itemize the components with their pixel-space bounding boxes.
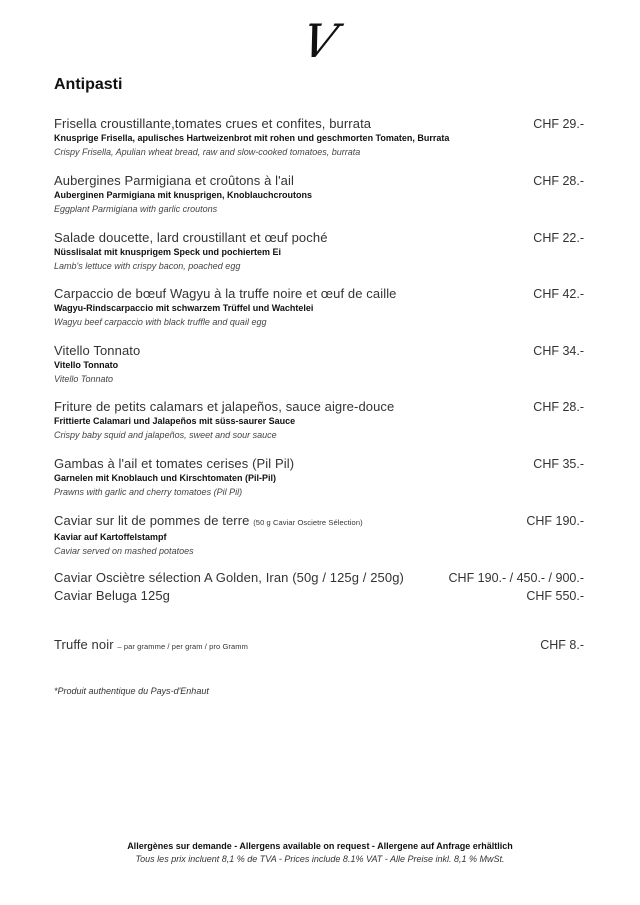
caviar-price: CHF 550.- xyxy=(526,589,584,603)
item-name-de: Frittierte Calamari und Jalapeños mit süss-saurer Sauce xyxy=(54,416,296,426)
item-price: CHF 42.- xyxy=(533,287,584,301)
menu-item xyxy=(54,399,584,442)
item-name-fr: Frisella croustillante,tomates crues et confites, burrata xyxy=(54,116,372,131)
footnote: *Produit authentique du Pays-d'Enhaut xyxy=(54,686,209,696)
item-name-de: Kaviar auf Kartoffelstampf xyxy=(54,532,167,542)
truffle-name: Truffe noir xyxy=(54,637,114,652)
item-name-en: Vitello Tonnato xyxy=(54,374,114,384)
section-title: Antipasti xyxy=(54,76,123,93)
item-note: (50 g Caviar Oscietre Sélection) xyxy=(253,518,363,527)
item-name-fr: Gambas à l'ail et tomates cerises (Pil Pil) xyxy=(54,456,295,471)
item-name-en: Prawns with garlic and cherry tomatoes (Pil Pil) xyxy=(54,487,243,497)
restaurant-logo: V xyxy=(297,14,343,68)
menu-item xyxy=(54,116,584,159)
item-price: CHF 190.- xyxy=(526,514,584,528)
menu-item xyxy=(54,286,584,329)
item-price: CHF 34.- xyxy=(533,344,584,358)
item-name-fr: Caviar sur lit de pommes de terre xyxy=(54,513,250,528)
truffle-price: CHF 8.- xyxy=(540,638,584,652)
caviar-price: CHF 190.- / 450.- / 900.- xyxy=(448,571,584,585)
item-price: CHF 35.- xyxy=(533,457,584,471)
item-name-en: Lamb's lettuce with crispy bacon, poached egg xyxy=(54,261,241,271)
item-name-de: Vitello Tonnato xyxy=(54,360,119,370)
vat-note: Tous les prix incluent 8,1 % de TVA - Prices include 8.1% VAT - Alle Preise inkl. 8,1 % MwSt. xyxy=(135,854,505,864)
item-price: CHF 22.- xyxy=(533,231,584,245)
menu-item xyxy=(54,173,584,216)
menu-item xyxy=(54,513,584,558)
item-name-en: Wagyu beef carpaccio with black truffle and quail egg xyxy=(54,317,267,327)
item-name-de: Knusprige Frisella, apulisches Hartweizenbrot mit rohen und geschmorten Tomaten, Burrata xyxy=(54,133,450,143)
truffle-note: – par gramme / per gram / pro Gramm xyxy=(117,642,248,651)
item-name-de: Nüsslisalat mit knusprigem Speck und pochiertem Ei xyxy=(54,247,282,257)
caviar-name: Caviar Osciètre sélection A Golden, Iran (50g / 125g / 250g) xyxy=(54,570,404,585)
item-name-fr: Carpaccio de bœuf Wagyu à la truffe noire et œuf de caille xyxy=(54,286,397,301)
item-name-en: Eggplant Parmigiana with garlic croutons xyxy=(54,204,218,214)
item-name-de: Wagyu-Rindscarpaccio mit schwarzem Trüffel und Wachtelei xyxy=(54,303,314,313)
caviar-name: Caviar Beluga 125g xyxy=(54,588,170,603)
item-name-fr: Friture de petits calamars et jalapeños, sauce aigre-douce xyxy=(54,399,395,414)
item-price: CHF 28.- xyxy=(533,174,584,188)
menu-item xyxy=(54,456,584,499)
item-name-fr: Salade doucette, lard croustillant et œuf poché xyxy=(54,230,328,245)
item-price: CHF 28.- xyxy=(533,400,584,414)
item-name-en: Crispy baby squid and jalapeños, sweet and sour sauce xyxy=(54,430,277,440)
item-name-fr: Vitello Tonnato xyxy=(54,343,141,358)
caviar-list xyxy=(54,570,584,603)
item-name-en: Crispy Frisella, Apulian wheat bread, raw and slow-cooked tomatoes, burrata xyxy=(54,147,361,157)
item-price: CHF 29.- xyxy=(533,117,584,131)
item-name-fr: Aubergines Parmigiana et croûtons à l'ail xyxy=(54,173,294,188)
item-name-de: Auberginen Parmigiana mit knusprigen, Knoblauchcroutons xyxy=(54,190,313,200)
footer xyxy=(0,840,640,866)
truffle-item xyxy=(54,637,584,654)
item-name-de: Garnelen mit Knoblauch und Kirschtomaten (Pil-Pil) xyxy=(54,473,277,483)
allergens-note: Allergènes sur demande - Allergens available on request - Allergene auf Anfrage erhältlich xyxy=(127,841,513,851)
menu-item xyxy=(54,343,584,386)
item-name-en: Caviar served on mashed potatoes xyxy=(54,546,194,556)
menu-item xyxy=(54,230,584,273)
